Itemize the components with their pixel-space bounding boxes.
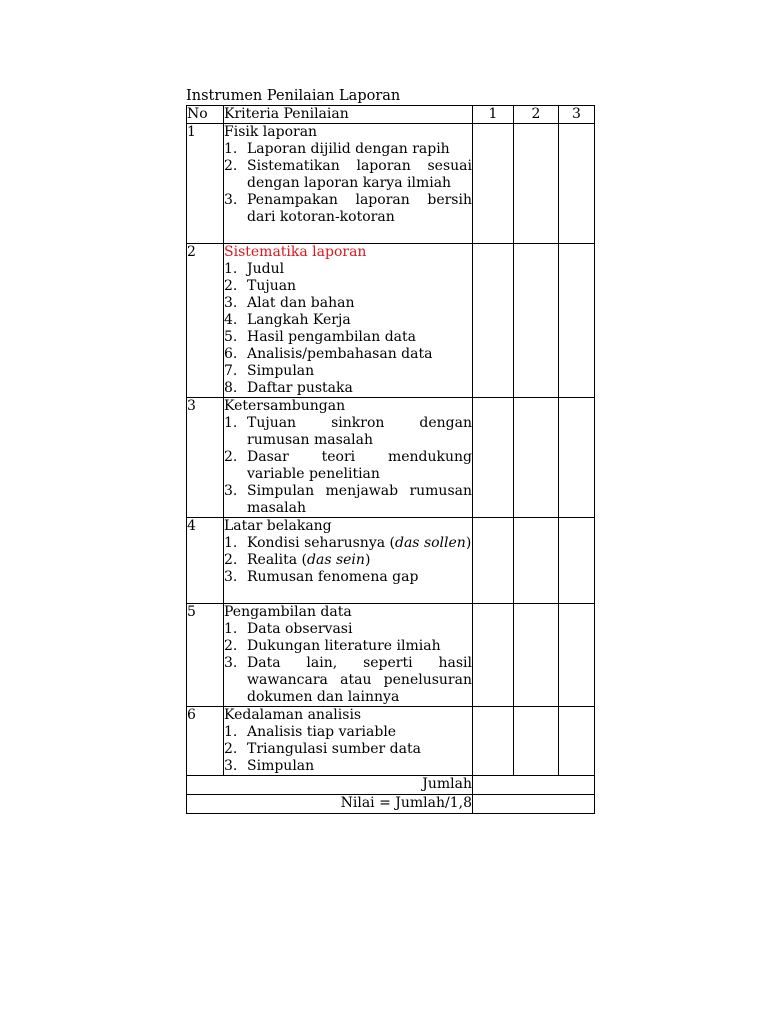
score-cell-1[interactable] xyxy=(473,244,514,398)
list-item xyxy=(224,552,472,569)
item-number: 6. xyxy=(224,346,238,362)
item-text: Tujuan sinkron dengan rumusan masalah xyxy=(247,415,472,448)
criteria-cell xyxy=(224,398,473,518)
item-number: 5. xyxy=(224,329,238,345)
table-row xyxy=(187,398,595,518)
list-item xyxy=(224,363,472,380)
item-text: Simpulan xyxy=(247,758,315,774)
item-text: Sistematikan laporan sesuai dengan laporan karya ilmiah xyxy=(247,158,472,191)
list-item xyxy=(224,158,472,192)
item-text: Analisis tiap variable xyxy=(247,724,397,740)
item-number: 3. xyxy=(224,569,238,585)
item-text-italic: das sollen xyxy=(395,535,466,551)
list-item xyxy=(224,621,472,638)
criteria-items xyxy=(224,621,472,706)
criteria-title: Sistematika laporan xyxy=(224,244,367,260)
item-text: Daftar pustaka xyxy=(247,380,353,396)
list-item xyxy=(224,724,472,741)
item-text: Analisis/pembahasan data xyxy=(247,346,433,362)
header-score-1: 1 xyxy=(473,106,514,124)
criteria-cell xyxy=(224,604,473,707)
score-cell-1[interactable] xyxy=(473,124,514,244)
list-item xyxy=(224,449,472,483)
item-number: 2. xyxy=(224,638,238,654)
table-row xyxy=(187,604,595,707)
item-text: Laporan dijilid dengan rapih xyxy=(247,141,450,157)
item-text xyxy=(247,552,472,569)
item-text: Triangulasi sumber data xyxy=(247,741,421,757)
item-number: 3. xyxy=(224,483,238,499)
table-caption: Instrumen Penilaian Laporan xyxy=(186,88,401,104)
score-cell-3[interactable] xyxy=(559,518,595,604)
item-number: 1. xyxy=(224,535,238,551)
table-row xyxy=(187,518,595,604)
list-item xyxy=(224,638,472,655)
list-item xyxy=(224,380,472,397)
row-number: 3 xyxy=(187,398,224,518)
item-number: 3. xyxy=(224,758,238,774)
item-number: 7. xyxy=(224,363,238,379)
score-cell-3[interactable] xyxy=(559,124,595,244)
score-cell-3[interactable] xyxy=(559,707,595,776)
row-number: 6 xyxy=(187,707,224,776)
item-text: Simpulan menjawab rumusan masalah xyxy=(247,483,472,516)
score-cell-2[interactable] xyxy=(514,398,559,518)
jumlah-label: Jumlah xyxy=(187,776,473,795)
item-number: 3. xyxy=(224,295,238,311)
item-text: Tujuan xyxy=(247,278,297,294)
item-text: Hasil pengambilan data xyxy=(247,329,417,345)
table-row xyxy=(187,244,595,398)
nilai-label: Nilai = Jumlah/1,8 xyxy=(187,795,473,814)
score-cell-3[interactable] xyxy=(559,244,595,398)
header-score-2: 2 xyxy=(514,106,559,124)
list-item xyxy=(224,312,472,329)
nilai-value-cell[interactable] xyxy=(473,795,595,814)
score-cell-1[interactable] xyxy=(473,604,514,707)
list-item xyxy=(224,535,472,552)
criteria-title: Pengambilan data xyxy=(224,604,352,620)
score-cell-2[interactable] xyxy=(514,124,559,244)
assessment-table xyxy=(186,105,595,814)
criteria-title: Kedalaman analisis xyxy=(224,707,362,723)
item-text: Rumusan fenomena gap xyxy=(247,569,419,585)
item-number: 2. xyxy=(224,741,238,757)
score-cell-2[interactable] xyxy=(514,707,559,776)
list-item xyxy=(224,346,472,363)
item-text: Langkah Kerja xyxy=(247,312,351,328)
item-text: Alat dan bahan xyxy=(247,295,355,311)
score-cell-2[interactable] xyxy=(514,604,559,707)
score-cell-3[interactable] xyxy=(559,398,595,518)
list-item xyxy=(224,415,472,449)
jumlah-value-cell[interactable] xyxy=(473,776,595,795)
header-no: No xyxy=(187,106,224,124)
criteria-title: Ketersambungan xyxy=(224,398,346,414)
item-text: Simpulan xyxy=(247,363,315,379)
criteria-items xyxy=(224,724,472,775)
list-item xyxy=(224,278,472,295)
item-text: Dukungan literature ilmiah xyxy=(247,638,441,654)
item-text-part: ) xyxy=(465,535,472,551)
score-cell-1[interactable] xyxy=(473,398,514,518)
table-row xyxy=(187,707,595,776)
row-number: 5 xyxy=(187,604,224,707)
item-text: Data observasi xyxy=(247,621,353,637)
row-number: 1 xyxy=(187,124,224,244)
nilai-row xyxy=(187,795,595,814)
criteria-cell xyxy=(224,124,473,244)
item-number: 1. xyxy=(224,621,238,637)
header-score-3: 3 xyxy=(559,106,595,124)
item-number: 1. xyxy=(224,261,238,277)
item-number: 2. xyxy=(224,552,238,568)
item-number: 2. xyxy=(224,158,238,174)
list-item xyxy=(224,483,472,517)
item-number: 1. xyxy=(224,415,238,431)
criteria-title: Latar belakang xyxy=(224,518,332,534)
score-cell-2[interactable] xyxy=(514,518,559,604)
list-item xyxy=(224,758,472,775)
list-item xyxy=(224,329,472,346)
list-item xyxy=(224,295,472,312)
item-number: 1. xyxy=(224,141,238,157)
item-number: 3. xyxy=(224,655,238,671)
item-text xyxy=(247,535,472,552)
header-criteria: Kriteria Penilaian xyxy=(224,106,473,124)
criteria-title: Fisik laporan xyxy=(224,124,318,140)
list-item xyxy=(224,141,472,158)
criteria-cell xyxy=(224,518,473,604)
list-item xyxy=(224,655,472,706)
item-number: 2. xyxy=(224,449,238,465)
item-text-part: Kondisi seharusnya ( xyxy=(247,535,395,551)
criteria-items xyxy=(224,141,472,226)
score-cell-2[interactable] xyxy=(514,244,559,398)
item-text-part: ) xyxy=(364,552,371,568)
item-text: Data lain, seperti hasil wawancara atau penelusuran dokumen dan lainnya xyxy=(247,655,472,705)
row-number: 2 xyxy=(187,244,224,398)
score-cell-1[interactable] xyxy=(473,518,514,604)
item-text-part: Realita ( xyxy=(247,552,308,568)
item-number: 1. xyxy=(224,724,238,740)
list-item xyxy=(224,192,472,226)
row-number: 4 xyxy=(187,518,224,604)
criteria-items xyxy=(224,415,472,517)
item-text: Penampakan laporan bersih dari kotoran-kotoran xyxy=(247,192,472,225)
item-number: 8. xyxy=(224,380,238,396)
item-number: 2. xyxy=(224,278,238,294)
list-item xyxy=(224,569,472,586)
jumlah-row xyxy=(187,776,595,795)
score-cell-3[interactable] xyxy=(559,604,595,707)
criteria-items xyxy=(224,261,472,397)
table-row xyxy=(187,124,595,244)
header-row xyxy=(187,106,595,124)
item-text-italic: das sein xyxy=(307,552,365,568)
criteria-cell xyxy=(224,707,473,776)
list-item xyxy=(224,261,472,278)
criteria-items xyxy=(224,535,472,586)
list-item xyxy=(224,741,472,758)
item-number: 3. xyxy=(224,192,238,208)
item-text: Judul xyxy=(247,261,285,277)
score-cell-1[interactable] xyxy=(473,707,514,776)
item-text: Dasar teori mendukung variable penelitian xyxy=(247,449,472,482)
item-number: 4. xyxy=(224,312,238,328)
criteria-cell xyxy=(224,244,473,398)
